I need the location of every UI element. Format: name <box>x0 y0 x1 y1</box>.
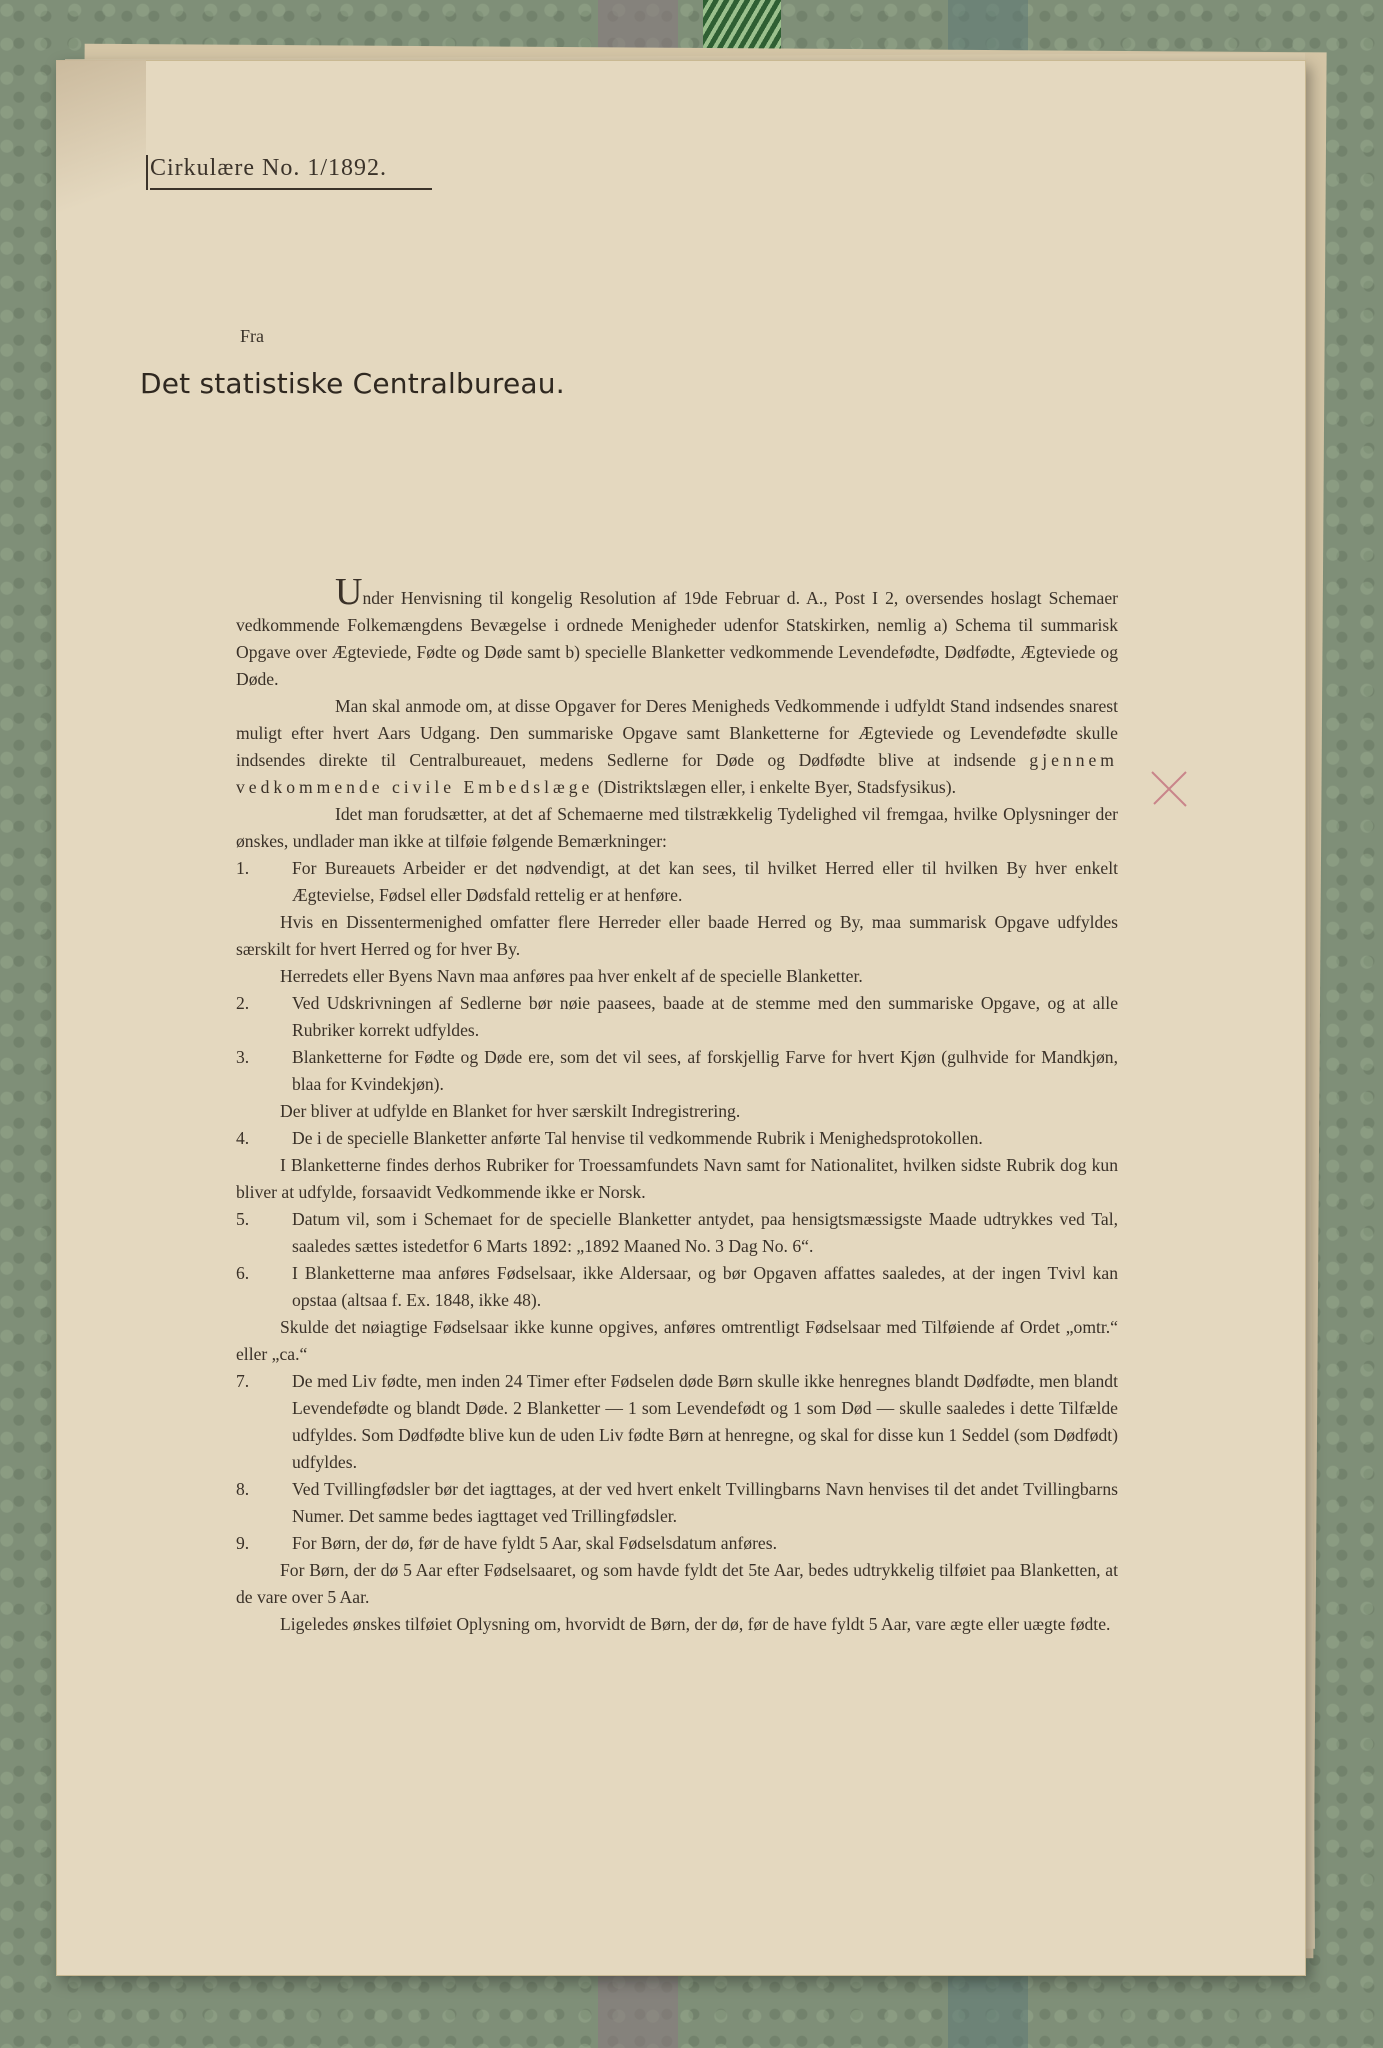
torn-corner <box>56 60 146 250</box>
remarks-list <box>236 855 1118 1638</box>
remark-number: 1. <box>236 858 250 878</box>
remark-number: 4. <box>236 1128 250 1148</box>
intro-paragraph <box>236 571 1118 693</box>
remark-subparagraph: Ligeledes ønskes tilføiet Oplysning om, hvorvidt de Børn, der dø, før de have fyldt 5 Aar, vare ægte eller uægte fødte. <box>280 1614 1111 1634</box>
remark-number: 9. <box>236 1533 250 1553</box>
remark-item <box>236 1206 1118 1260</box>
instruction-text-end: (Distriktslægen eller, i enkelte Byer, Stadsfysikus). <box>593 777 956 797</box>
remark-number: 5. <box>236 1209 250 1229</box>
remark-text: De med Liv fødte, men inden 24 Timer efter Fødselen døde Børn skulle ikke henregnes blandt Dødfødte, men blandt Levendefødte og blandt Døde. 2 Blanketter — 1 som Levendefødt og 1 som Død — skulle saaledes i dette Tilfælde udfyldes. Som Dødfødte blive kun de uden Liv fødte Børn at henregne, og skal for disse kun 1 Seddel (som Dødfødt) udfyldes. <box>292 1371 1118 1472</box>
organization-title: Det statistiske Centralbureau. <box>140 367 565 400</box>
remark-text: De i de specielle Blanketter anførte Tal henvise til vedkommende Rubrik i Menighedsprotokollen. <box>292 1128 983 1148</box>
remark-text: Ved Tvillingfødsler bør det iagttages, at der ved hvert enkelt Tvillingbarns Navn henvises til det andet Tvillingbarns Numer. Det samme bedes iagttaget ved Trillingfødsler. <box>292 1479 1118 1526</box>
remark-number: 6. <box>236 1263 250 1283</box>
remark-subparagraph: Der bliver at udfylde en Blanket for hver særskilt Indregistrering. <box>280 1101 741 1121</box>
remark-item <box>236 1368 1118 1476</box>
remark-number: 3. <box>236 1047 250 1067</box>
remark-text: For Børn, der dø, før de have fyldt 5 Aar, skal Fødselsdatum anføres. <box>292 1533 777 1553</box>
remark-item <box>236 1044 1118 1098</box>
margin-cross-mark-icon <box>1148 768 1190 810</box>
remark-text: For Bureauets Arbeider er det nødvendigt, at det kan sees, til hvilket Herred eller til hvilken By hver enkelt Ægtevielse, Fødsel eller Dødsfald rettelig er at henføre. <box>292 858 1118 905</box>
remark-subparagraph: For Børn, der dø 5 Aar efter Fødselsaaret, og som havde fyldt det 5te Aar, bedes udtrykkelig tilføiet paa Blanketten, at de vare over 5 Aar. <box>236 1560 1118 1607</box>
intro-text: nder Henvisning til kongelig Resolution af 19de Februar d. A., Post I 2, oversendes hoslagt Schemaer vedkommende Folkemængdens Bevægelse i ordnede Menigheder udenfor Statskirken, nemlig a) Schema til summarisk Opgave over Ægteviede, Fødte og Døde samt b) specielle Blanketter vedkommende Levendefødte, Dødfødte, Ægteviede og Døde. <box>236 588 1118 689</box>
from-label: Fra <box>240 326 264 346</box>
remark-text: Datum vil, som i Schemaet for de specielle Blanketter antydet, paa hensigtsmæssigste Maade udtrykkes ved Tal, saaledes sættes istedetfor 6 Marts 1892: „1892 Maaned No. 3 Dag No. 6“. <box>292 1209 1118 1256</box>
remark-subparagraph: Hvis en Dissentermenighed omfatter flere Herreder eller baade Herred og By, maa summarisk Opgave udfyldes særskilt for hvert Herred og for hver By. <box>236 912 1118 959</box>
remark-subparagraph: I Blanketterne findes derhos Rubriker for Troessamfundets Navn samt for Nationalitet, hvilken sidste Rubrik dog kun bliver at udfylde, forsaavidt Vedkommende ikke er Norsk. <box>236 1155 1118 1202</box>
instruction-text: Man skal anmode om, at disse Opgaver for Deres Menigheds Vedkommende i udfyldt Stand indsendes snarest muligt efter hvert Aars Udgang. Den summariske Opgave samt Blanketterne for Ægteviede og Levendefødte skulle indsendes direkte til Centralbureauet, medens Sedlerne for Døde og Dødfødte blive at indsende <box>236 696 1118 770</box>
remark-item <box>236 1530 1118 1557</box>
drop-cap: U <box>335 571 363 613</box>
remark-item <box>236 1125 1118 1152</box>
remark-number: 8. <box>236 1479 250 1499</box>
remark-text: Blanketterne for Fødte og Døde ere, som det vil sees, af forskjellig Farve for hvert Kjøn (gulhvide for Mandkjøn, blaa for Kvindekjøn). <box>292 1047 1118 1094</box>
remark-subparagraph: Herredets eller Byens Navn maa anføres paa hver enkelt af de specielle Blanketter. <box>280 966 863 986</box>
circular-body <box>236 571 1118 1638</box>
circular-number: Cirkulære No. 1/1892. <box>150 155 432 190</box>
remark-number: 7. <box>236 1371 250 1391</box>
remark-item <box>236 990 1118 1044</box>
remark-subparagraph: Skulde det nøiagtige Fødselsaar ikke kunne opgives, anføres omtrentligt Fødselsaar med Tilføiende af Ordet „omtr.“ eller „ca.“ <box>236 1317 1118 1364</box>
remark-item <box>236 855 1118 909</box>
remark-text: Ved Udskrivningen af Sedlerne bør nøie paasees, baade at de stemme med den summariske Opgave, og at alle Rubriker korrekt udfyldes. <box>292 993 1118 1040</box>
remark-text: I Blanketterne maa anføres Fødselsaar, ikke Aldersaar, og bør Opgaven affattes saaledes, at der ingen Tvivl kan opstaa (altsaa f. Ex. 1848, ikke 48). <box>292 1263 1118 1310</box>
instruction-paragraph <box>236 693 1118 801</box>
spaced-emphasis: gjennem vedkommende civile Embedslæge <box>236 750 1118 797</box>
remark-item <box>236 1260 1118 1314</box>
remarks-intro: Idet man forudsætter, at det af Schemaerne med tilstrækkelig Tydelighed vil fremgaa, hvilke Oplysninger der ønskes, undlader man ikke at tilføie følgende Bemærkninger: <box>236 804 1118 851</box>
remark-number: 2. <box>236 993 250 1013</box>
remark-item <box>236 1476 1118 1530</box>
